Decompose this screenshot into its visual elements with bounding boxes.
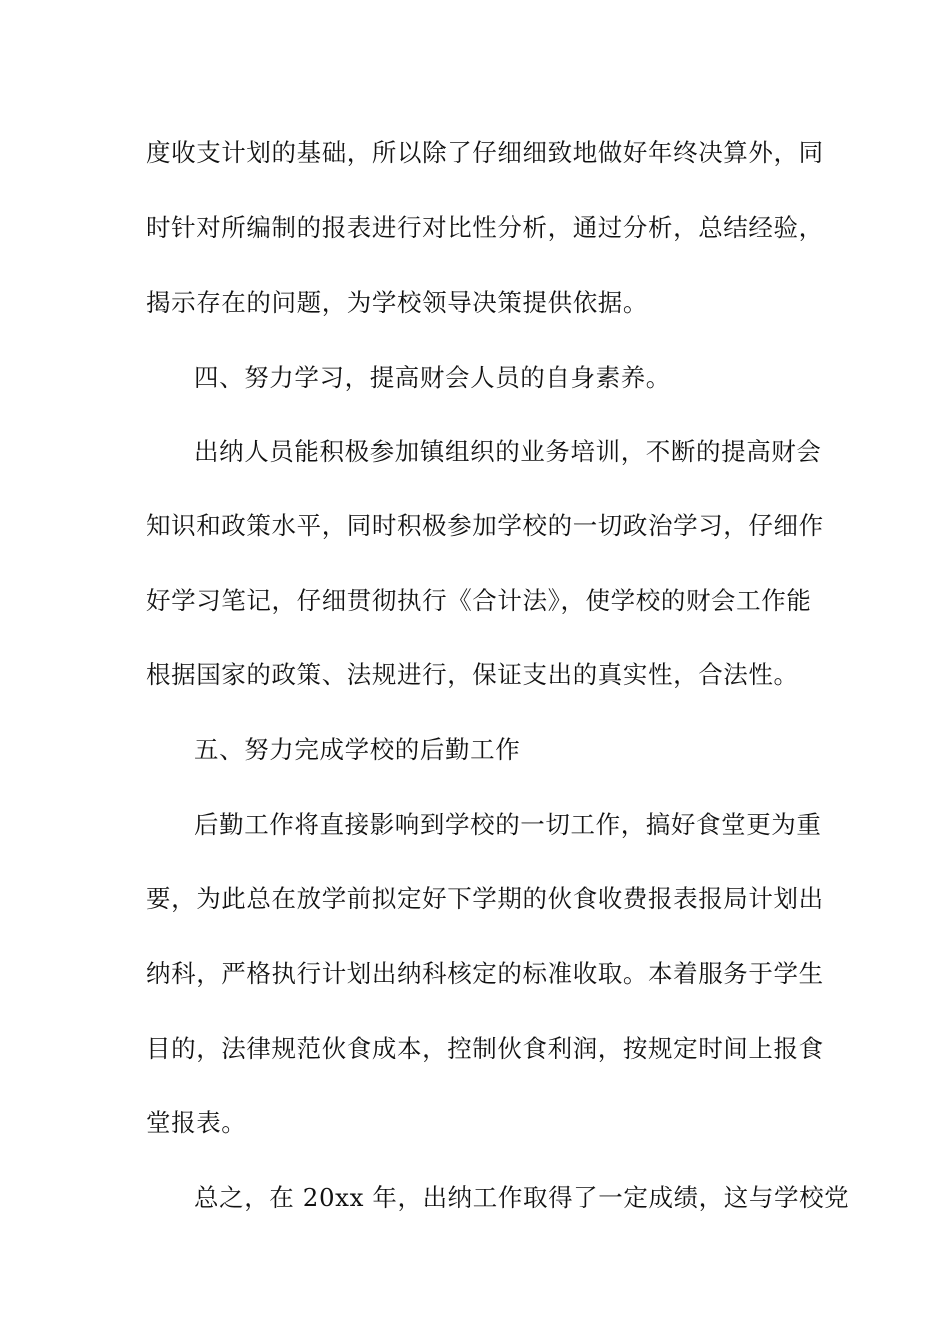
text-line: 好学习笔记，仔细贯彻执行《合计法》，使学校的财会工作能 [146, 586, 812, 615]
text-line: 目的，法律规范伙食成本，控制伙食利润，按规定时间上报食 [146, 1034, 824, 1063]
text-line: 出纳人员能积极参加镇组织的业务培训，不断的提高财会 [194, 437, 822, 466]
text-line: 度收支计划的基础，所以除了仔细细致地做好年终决算外，同 [146, 138, 824, 167]
text-line: 后勤工作将直接影响到学校的一切工作，搞好食堂更为重 [194, 810, 822, 839]
text-line: 纳科，严格执行计划出纳科核定的标准收取。本着服务于学生 [146, 959, 824, 988]
text-line: 总之，在 20xx 年，出纳工作取得了一定成绩，这与学校党 [194, 1183, 850, 1212]
text-line: 揭示存在的问题，为学校领导决策提供依据。 [146, 288, 648, 317]
text-line: 知识和政策水平，同时积极参加学校的一切政治学习，仔细作 [146, 511, 824, 540]
section-heading-five: 五、努力完成学校的后勤工作 [194, 735, 521, 764]
text-line: 根据国家的政策、法规进行，保证支出的真实性，合法性。 [146, 660, 799, 689]
text-line: 时针对所编制的报表进行对比性分析，通过分析，总结经验， [146, 213, 824, 242]
text-line: 堂报表。 [146, 1108, 247, 1137]
section-heading-four: 四、努力学习，提高财会人员的自身素养。 [194, 363, 671, 392]
text-line: 要，为此总在放学前拟定好下学期的伙食收费报表报局计划出 [146, 884, 824, 913]
